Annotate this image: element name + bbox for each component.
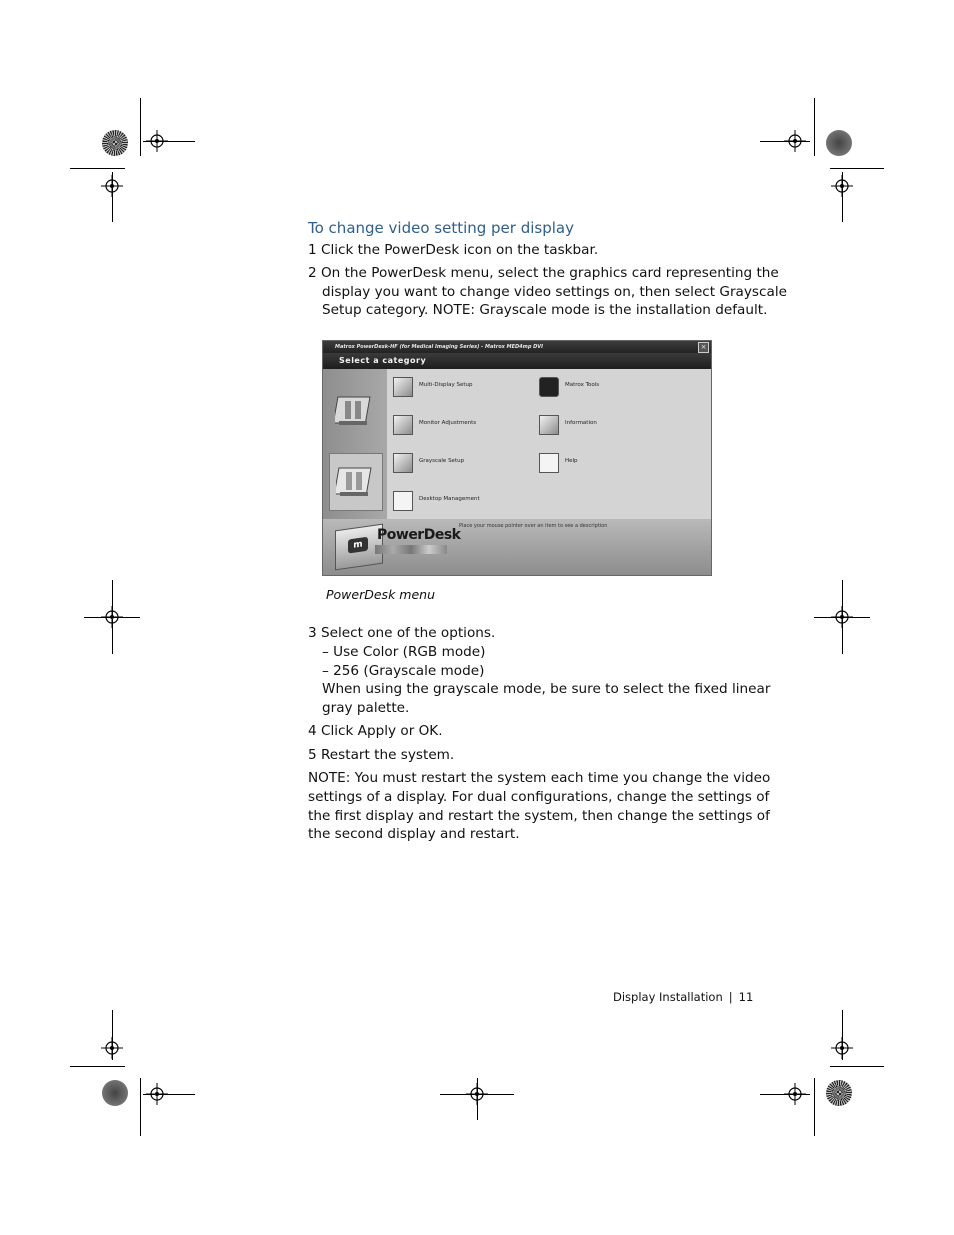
registration-target-icon (101, 606, 123, 628)
footer-separator: | (728, 990, 733, 1004)
matrox-logo-icon (539, 377, 559, 397)
registration-target-icon (831, 1037, 853, 1059)
monitor-logo-icon: m (335, 524, 383, 571)
powerdesk-screenshot (322, 340, 712, 576)
density-wheel-icon (102, 130, 128, 156)
display-setup-icon (393, 377, 413, 397)
step-2-line-1: 2 On the PowerDesk menu, select the graphics card representing the (308, 265, 779, 281)
note-line-1: NOTE: You must restart the system each time you change the video (308, 770, 771, 786)
registration-target-icon (146, 130, 168, 152)
step-4: 4 Click Apply or OK. (308, 723, 443, 739)
registration-target-icon (784, 130, 806, 152)
figure-caption: PowerDesk menu (326, 587, 435, 602)
help-icon (539, 453, 559, 473)
density-wheel-icon (102, 1080, 128, 1106)
registration-target-icon (831, 175, 853, 197)
option-grid: Multi-Display Setup Matrox Tools Monitor Adjustments Information Grayscale Setup Help Desktop Management (387, 369, 711, 519)
selected-card-highlight (329, 453, 383, 511)
step-2-line-2: display you want to change video settings on, then select Grayscale (322, 284, 787, 300)
step-5: 5 Restart the system. (308, 747, 455, 763)
page-number: 11 (738, 990, 754, 1004)
step-3: 3 Select one of the options. (308, 625, 496, 641)
registration-target-icon (146, 1083, 168, 1105)
note-line-4: the second display and restart. (308, 826, 520, 842)
category-header (323, 353, 711, 369)
category-title: Select a category (339, 356, 427, 365)
registration-target-icon (831, 606, 853, 628)
powerdesk-logo: PowerDesk (377, 527, 461, 543)
step-3-note-line-1: When using the grayscale mode, be sure to select the fixed linear (322, 681, 771, 697)
description-text: Place your mouse pointer over an item to see a description (459, 523, 608, 529)
page-footer (613, 990, 753, 1004)
registration-target-icon (101, 175, 123, 197)
step-3-option-grayscale: – 256 (Grayscale mode) (322, 663, 485, 679)
registration-target-icon (101, 1037, 123, 1059)
step-2-line-3: Setup category. NOTE: Grayscale mode is the installation default. (322, 302, 768, 318)
screenshot-title: Matrox PowerDesk-HF (for Medical Imaging Series) - Matrox MED4mp DVI (335, 344, 544, 350)
section-heading: To change video setting per display (308, 219, 574, 237)
graphics-card-list (323, 369, 387, 519)
close-icon: × (698, 342, 709, 353)
description-panel (323, 519, 711, 575)
density-wheel-icon (826, 130, 852, 156)
footer-section: Display Installation (613, 990, 723, 1004)
registration-target-icon (466, 1083, 488, 1105)
density-wheel-icon (826, 1080, 852, 1106)
step-3-option-color: – Use Color (RGB mode) (322, 644, 486, 660)
registration-target-icon (784, 1083, 806, 1105)
screenshot-title-bar (323, 341, 711, 353)
graphics-card-icon (335, 391, 375, 429)
grayscale-icon (393, 453, 413, 473)
step-1: 1 Click the PowerDesk icon on the taskbar. (308, 242, 599, 258)
note-line-3: the first display and restart the system, then change the settings of (308, 808, 770, 824)
step-3-note-line-2: gray palette. (322, 700, 410, 716)
graphics-card-icon (336, 462, 376, 500)
monitor-icon (393, 415, 413, 435)
note-line-2: settings of a display. For dual configurations, change the settings of (308, 789, 770, 805)
information-icon (539, 415, 559, 435)
desktop-management-icon (393, 491, 413, 511)
logo-strip (375, 545, 447, 554)
